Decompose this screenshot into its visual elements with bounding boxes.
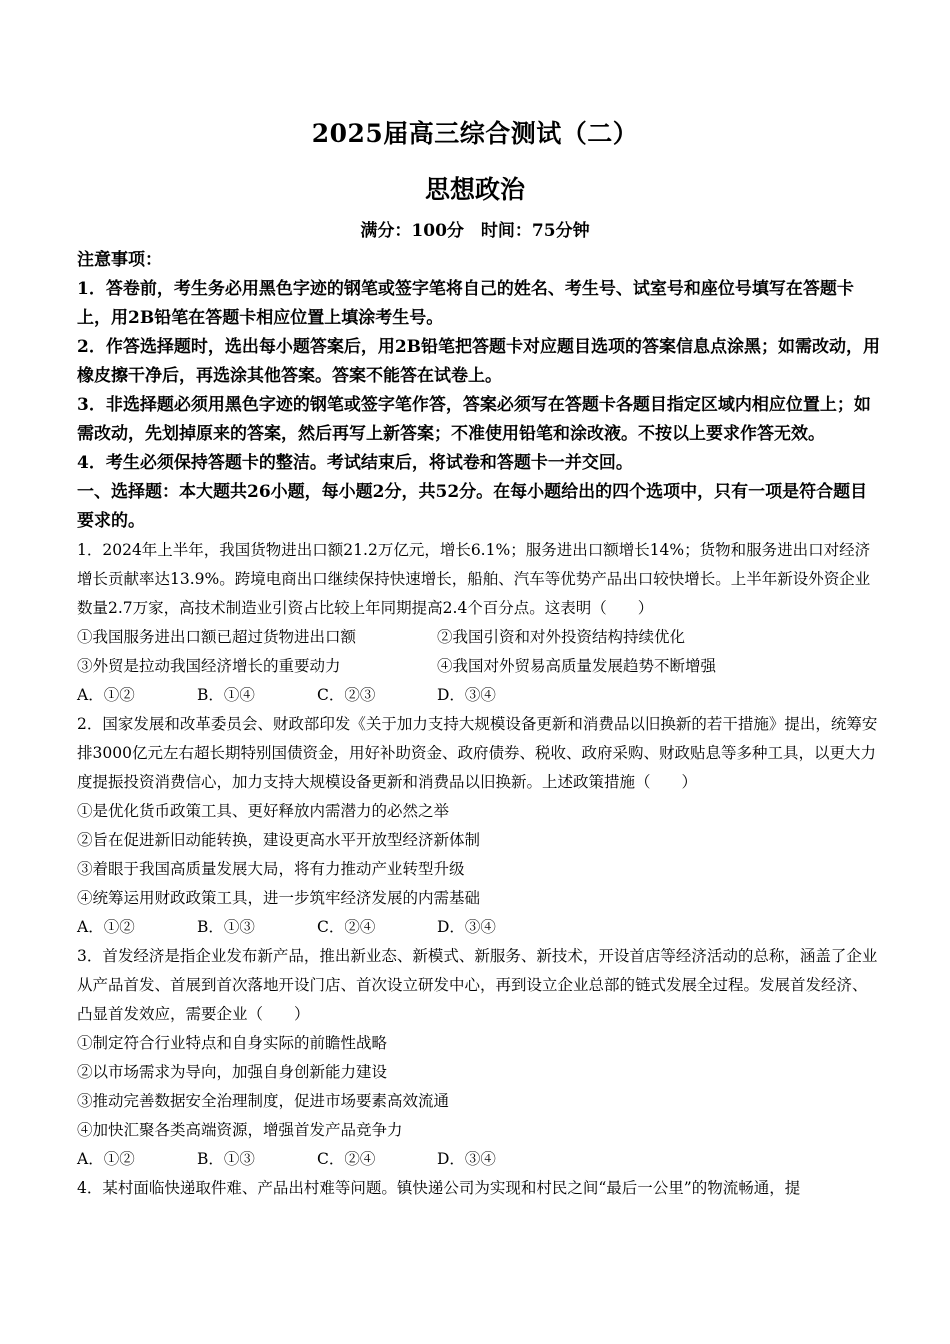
choice-d: D．③④ xyxy=(437,918,496,936)
statement: ④加快汇聚各类高端资源，增强首发产品竞争力 xyxy=(77,1121,403,1139)
notice-item: 1．答卷前，考生务必用黑色字迹的钢笔或签字笔将自己的姓名、考生号、试室号和座位号填写在答题卡上，用2B铅笔在答题卡相应位置上填涂考生号。 xyxy=(77,279,854,328)
question-stem: 4．某村面临快递取件难、产品出村难等问题。镇快递公司为实现和村民之间“最后一公里”的物流畅通，提 xyxy=(77,1179,801,1197)
question-stem: 1．2024年上半年，我国货物进出口额21.2万亿元，增长6.1%；服务进出口额增长14%；货物和服务进出口对经济增长贡献率达13.9%。跨境电商出口继续保持快速增长，船舶、汽车等优势产品出口较快增长。上半年新设外资企业数量2.7万家，高技术制造业引资占比较上年同期提高2.4个百分点。这表明（ ） xyxy=(77,541,871,617)
notice-item: 4．考生必须保持答题卡的整洁。考试结束后，将试卷和答题卡一并交回。 xyxy=(77,453,633,473)
question-1 xyxy=(77,536,882,710)
statement: ②我国引资和对外投资结构持续优化 xyxy=(437,628,686,646)
statement: ②以市场需求为导向，加强自身创新能力建设 xyxy=(77,1063,388,1081)
choice-c: C．②④ xyxy=(317,1150,376,1168)
question-stem: 2．国家发展和改革委员会、财政部印发《关于加力支持大规模设备更新和消费品以旧换新的若干措施》提出，统筹安排3000亿元左右超长期特别国债资金，用好补助资金、政府债券、税收、政府采购、财政贴息等多种工具，以更大力度提振投资消费信心，加力支持大规模设备更新和消费品以旧换新。上述政策措施（ ） xyxy=(77,715,878,791)
notice-heading: 注意事项： xyxy=(77,250,162,270)
statement: ④我国对外贸易高质量发展趋势不断增强 xyxy=(437,657,717,675)
statement: ③外贸是拉动我国经济增长的重要动力 xyxy=(77,657,341,675)
choice-c: C．②④ xyxy=(317,918,376,936)
choice-a: A．①② xyxy=(77,918,135,936)
statement: ①是优化货币政策工具、更好释放内需潜力的必然之举 xyxy=(77,802,450,820)
statement: ②旨在促进新旧动能转换，建设更高水平开放型经济新体制 xyxy=(77,831,481,849)
choice-d: D．③④ xyxy=(437,686,496,704)
choice-b: B．①③ xyxy=(197,918,255,936)
question-stem: 3．首发经济是指企业发布新产品，推出新业态、新模式、新服务、新技术，开设首店等经济活动的总称，涵盖了企业从产品首发、首展到首次落地开设门店、首次设立研发中心，再到设立企业总部的链式发展全过程。发展首发经济、凸显首发效应，需要企业（ ） xyxy=(77,947,878,1023)
section-heading: 一、选择题：本大题共26小题，每小题2分，共52分。在每小题给出的四个选项中，只有一项是符合题目要求的。 xyxy=(77,482,868,531)
statement: ④统筹运用财政政策工具，进一步筑牢经济发展的内需基础 xyxy=(77,889,481,907)
statement: ③推动完善数据安全治理制度，促进市场要素高效流通 xyxy=(77,1092,450,1110)
exam-content xyxy=(77,246,882,1203)
notice-item: 2．作答选择题时，选出每小题答案后，用2B铅笔把答题卡对应题目选项的答案信息点涂黑；如需改动，用橡皮擦干净后，再选涂其他答案。答案不能答在试卷上。 xyxy=(77,337,881,386)
question-2 xyxy=(77,710,882,942)
choice-b: B．①③ xyxy=(197,1150,255,1168)
notice-item: 3．非选择题必须用黑色字迹的钢笔或签字笔作答，答案必须写在答题卡各题目指定区域内相应位置上；如需改动，先划掉原来的答案，然后再写上新答案；不准使用铅笔和涂改液。不按以上要求作答无效。 xyxy=(77,395,871,444)
choice-a: A．①② xyxy=(77,1150,135,1168)
question-4 xyxy=(77,1174,882,1203)
answer-choices xyxy=(77,913,882,942)
statement: ③着眼于我国高质量发展大局，将有力推动产业转型升级 xyxy=(77,860,465,878)
statement: ①制定符合行业特点和自身实际的前瞻性战略 xyxy=(77,1034,388,1052)
answer-choices xyxy=(77,681,882,710)
answer-choices xyxy=(77,1145,882,1174)
statement: ①我国服务进出口额已超过货物进出口额 xyxy=(77,628,357,646)
subject-title: 思想政治 xyxy=(424,175,525,204)
choice-b: B．①④ xyxy=(197,686,255,704)
exam-title: 2025届高三综合测试（二） xyxy=(311,119,639,148)
question-3 xyxy=(77,942,882,1174)
choice-d: D．③④ xyxy=(437,1150,496,1168)
choice-c: C．②③ xyxy=(317,686,376,704)
score-time-info: 满分：100分 时间：75分钟 xyxy=(360,221,590,241)
choice-a: A．①② xyxy=(77,686,135,704)
